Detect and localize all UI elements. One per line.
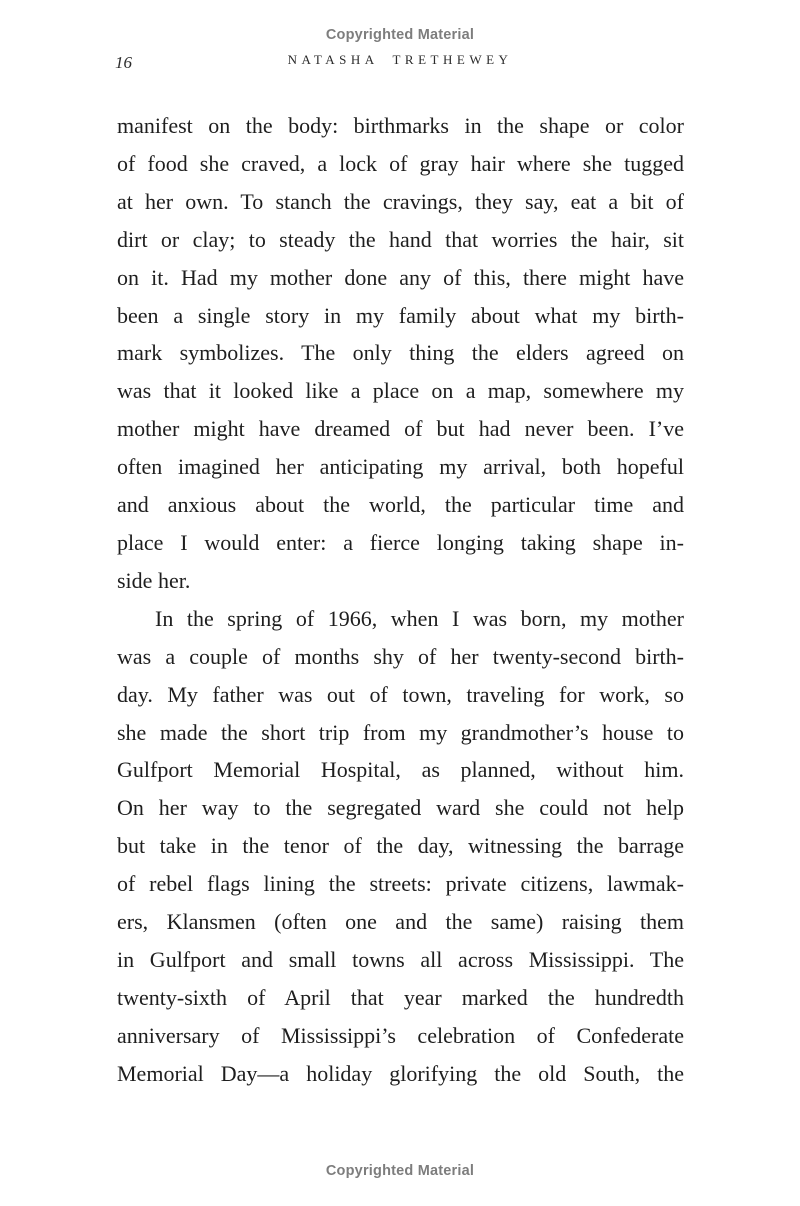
text-line: been a single story in my family about what my birth- [117,302,684,328]
text-line: On her way to the segregated ward she could not help [117,795,684,821]
text-line: was a couple of months shy of her twenty-second birth- [117,643,684,669]
text-line: twenty-sixth of April that year marked the hundredth [117,984,684,1010]
text-line: day. My father was out of town, traveling for work, so [117,681,684,707]
text-line: ers, Klansmen (often one and the same) raising them [117,909,684,935]
text-line: she made the short trip from my grandmother’s house to [117,719,684,745]
text-line: In the spring of 1966, when I was born, my mother [155,605,684,631]
text-line: manifest on the body: birthmarks in the shape or color [117,113,684,138]
running-header: NATASHA TRETHEWEY [287,52,513,67]
text-line: but take in the tenor of the day, witnessing the barrage [117,833,684,859]
copyright-notice-top: Copyrighted Material [325,27,475,43]
text-line: of food she craved, a lock of gray hair where she tugged [117,150,684,176]
text-line: Memorial Day—a holiday glorifying the old South, the [117,1060,684,1086]
text-line: dirt or clay; to steady the hand that worries the hair, sit [117,226,684,252]
text-line: mother might have dreamed of but had never been. I’ve [117,416,684,442]
text-line: of rebel flags lining the streets: private citizens, lawmak- [117,871,684,897]
text-line: side her. [117,567,191,593]
text-line: Gulfport Memorial Hospital, as planned, without him. [117,757,684,783]
text-line: place I would enter: a fierce longing taking shape in- [117,529,684,555]
page-header [0,52,800,74]
text-line: and anxious about the world, the particular time and [117,492,684,518]
paragraph-1 [117,107,684,600]
paragraph-2 [117,600,684,1093]
text-line: anniversary of Mississippi’s celebration of Confederate [117,1022,684,1048]
text-line: mark symbolizes. The only thing the elders agreed on [117,340,684,366]
body-text [117,107,684,1093]
text-line: on it. Had my mother done any of this, there might have [117,264,684,290]
copyright-notice-bottom: Copyrighted Material [325,1163,475,1179]
text-line: in Gulfport and small towns all across Mississippi. The [117,946,684,972]
page-number: 16 [115,53,132,72]
text-line: often imagined her anticipating my arrival, both hopeful [117,454,684,480]
text-line: at her own. To stanch the cravings, they say, eat a bit of [117,188,684,214]
text-line: was that it looked like a place on a map, somewhere my [117,378,684,404]
